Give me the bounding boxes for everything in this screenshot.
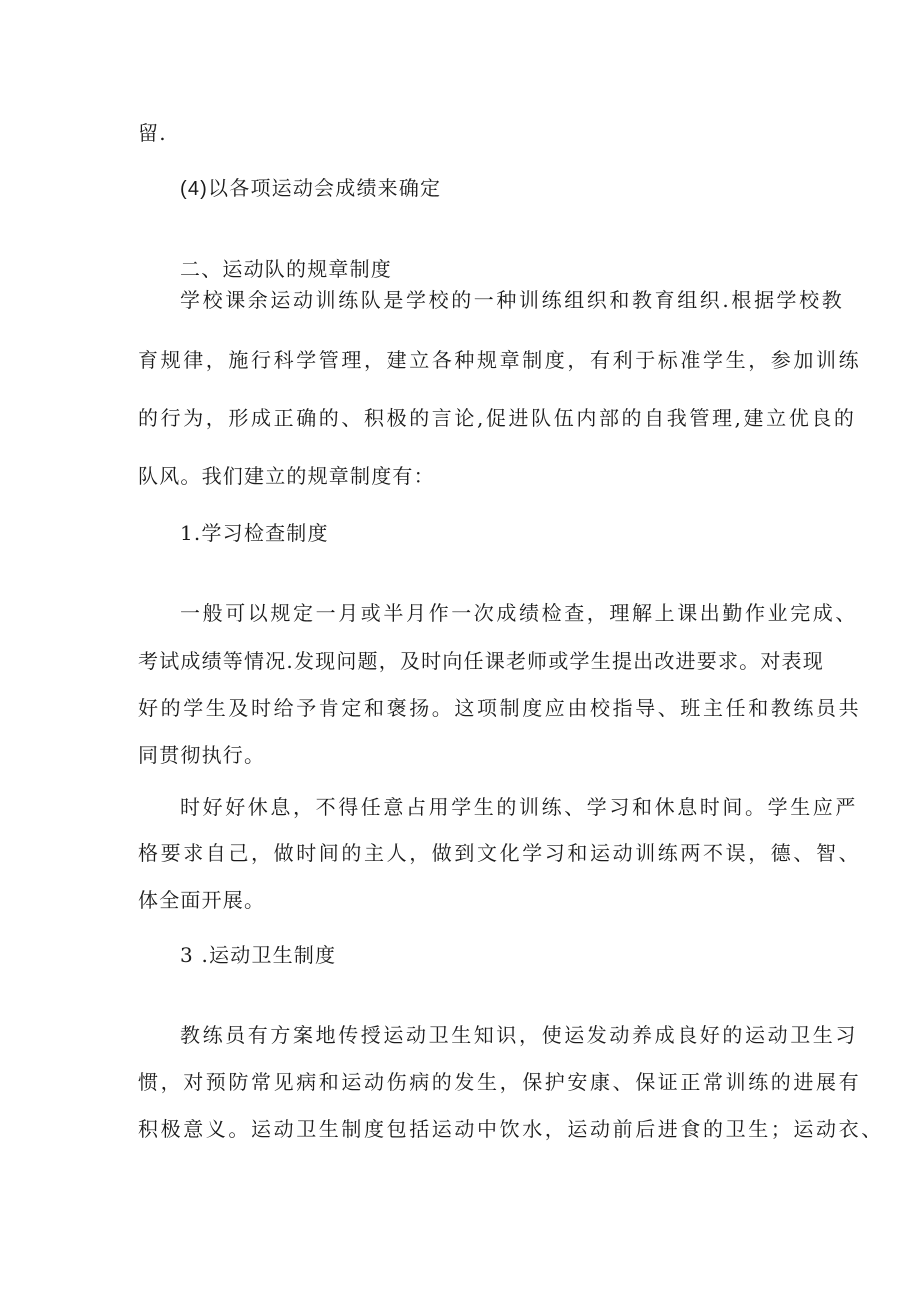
- paragraph-line: 时好好休息，不得任意占用学生的训练、学习和休息时间。学生应严: [180, 795, 858, 819]
- text-line-fragment: 留.: [138, 121, 167, 145]
- paragraph-line: 考试成绩等情况.发现问题，及时向任课老师或学生提出改进要求。对表现: [138, 649, 824, 673]
- subsection-heading: 3 .运动卫生制度: [180, 943, 337, 967]
- paragraph-line: 惯，对预防常见病和运动伤病的发生，保护安康、保证正常训练的进展有: [138, 1070, 862, 1094]
- paragraph-line: 学校课余运动训练队是学校的一种训练组织和教育组织.根据学校教: [180, 288, 845, 312]
- paragraph-line: 队风。我们建立的规章制度有：: [138, 464, 435, 488]
- list-item-4: (4)以各项运动会成绩来确定: [180, 178, 442, 200]
- subsection-heading: 1.学习检查制度: [180, 521, 329, 545]
- paragraph-line: 一般可以规定一月或半月作一次成绩检查，理解上课出勤作业完成、: [180, 601, 858, 625]
- paragraph-line: 育规律，施行科学管理，建立各种规章制度，有利于标准学生，参加训练: [138, 348, 862, 372]
- paragraph-line: 积极意义。运动卫生制度包括运动中饮水，运动前后进食的卫生；运动衣、: [138, 1117, 884, 1141]
- paragraph-line: 教练员有方案地传授运动卫生知识，使运发动养成良好的运动卫生习: [180, 1023, 858, 1047]
- paragraph-line: 好的学生及时给予肯定和褒扬。这项制度应由校指导、班主任和教练员共: [138, 696, 862, 720]
- section-heading: 二、运动队的规章制度: [180, 257, 392, 281]
- paragraph-line: 的行为，形成正确的、积极的言论,促进队伍内部的自我管理,建立优良的: [138, 406, 857, 430]
- paragraph-line: 同贯彻执行。: [138, 743, 266, 767]
- paragraph-line: 格要求自己，做时间的主人，做到文化学习和运动训练两不误，德、智、: [138, 841, 862, 865]
- paragraph-line: 体全面开展。: [138, 888, 266, 912]
